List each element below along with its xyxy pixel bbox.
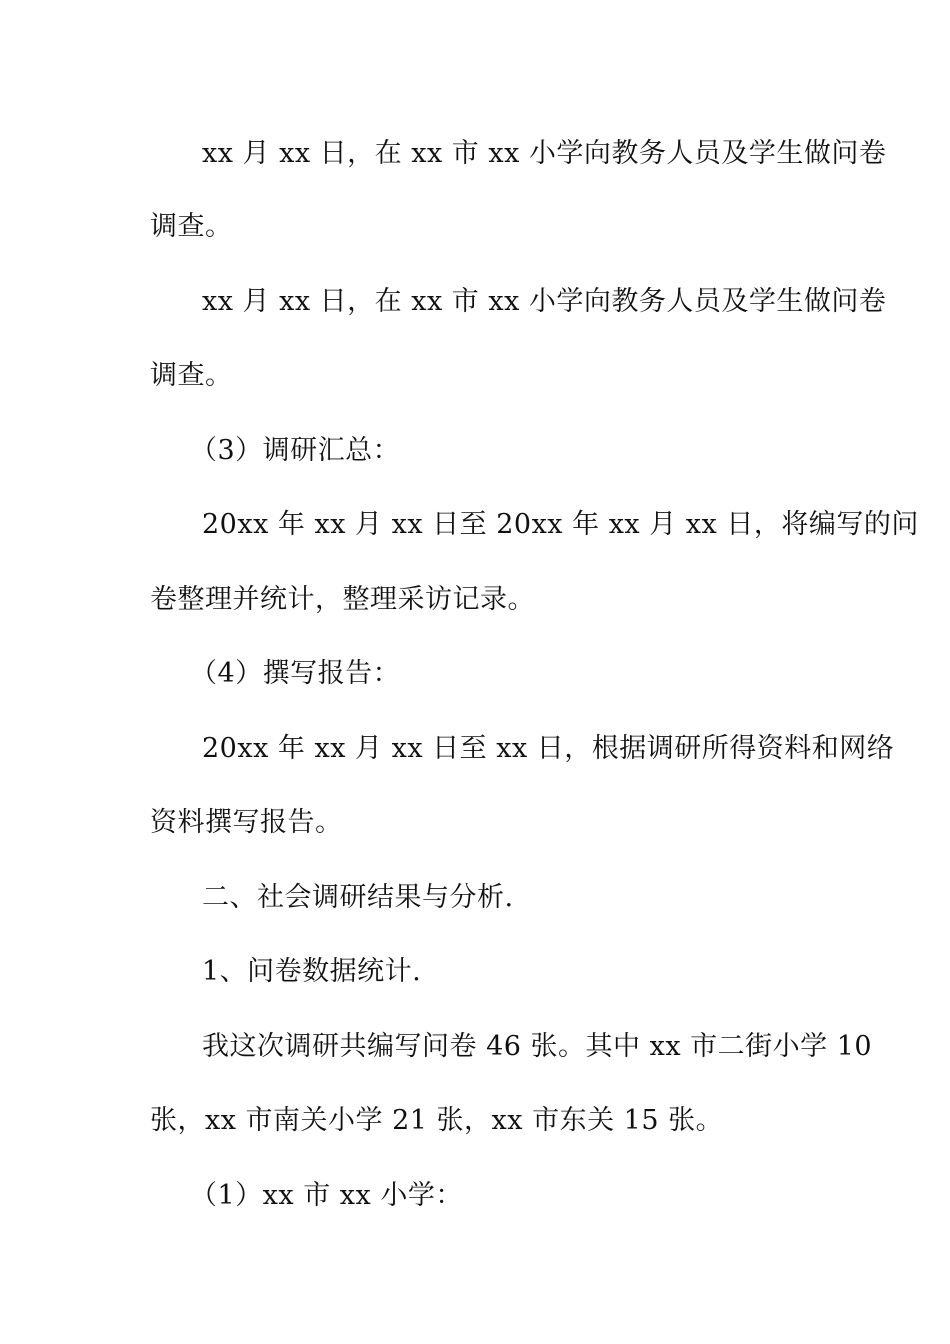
- section-heading: （4）撰写报告：: [190, 658, 401, 689]
- paragraph-line: 调查。: [150, 211, 233, 242]
- paragraph-line: 我这次调研共编写问卷 46 张。其中 xx 市二街小学 10: [202, 1031, 873, 1062]
- section-heading: （3）调研汇总：: [190, 435, 401, 466]
- paragraph-line: xx 月 xx 日，在 xx 市 xx 小学向教务人员及学生做问卷: [202, 138, 887, 169]
- section-heading: 二、社会调研结果与分析.: [202, 882, 514, 913]
- paragraph-line: 20xx 年 xx 月 xx 日至 xx 日，根据调研所得资料和网络: [202, 733, 895, 764]
- paragraph-line: 资料撰写报告。: [150, 807, 343, 838]
- section-heading: 1、问卷数据统计.: [202, 956, 422, 987]
- section-heading: （1）xx 市 xx 小学：: [190, 1180, 463, 1211]
- paragraph-line: 20xx 年 xx 月 xx 日至 20xx 年 xx 月 xx 日，将编写的问: [202, 509, 919, 540]
- paragraph-line: 张，xx 市南关小学 21 张，xx 市东关 15 张。: [150, 1105, 724, 1136]
- paragraph-line: 调查。: [150, 360, 233, 391]
- paragraph-line: xx 月 xx 日，在 xx 市 xx 小学向教务人员及学生做问卷: [202, 286, 887, 317]
- paragraph-line: 卷整理并统计，整理采访记录。: [150, 584, 535, 615]
